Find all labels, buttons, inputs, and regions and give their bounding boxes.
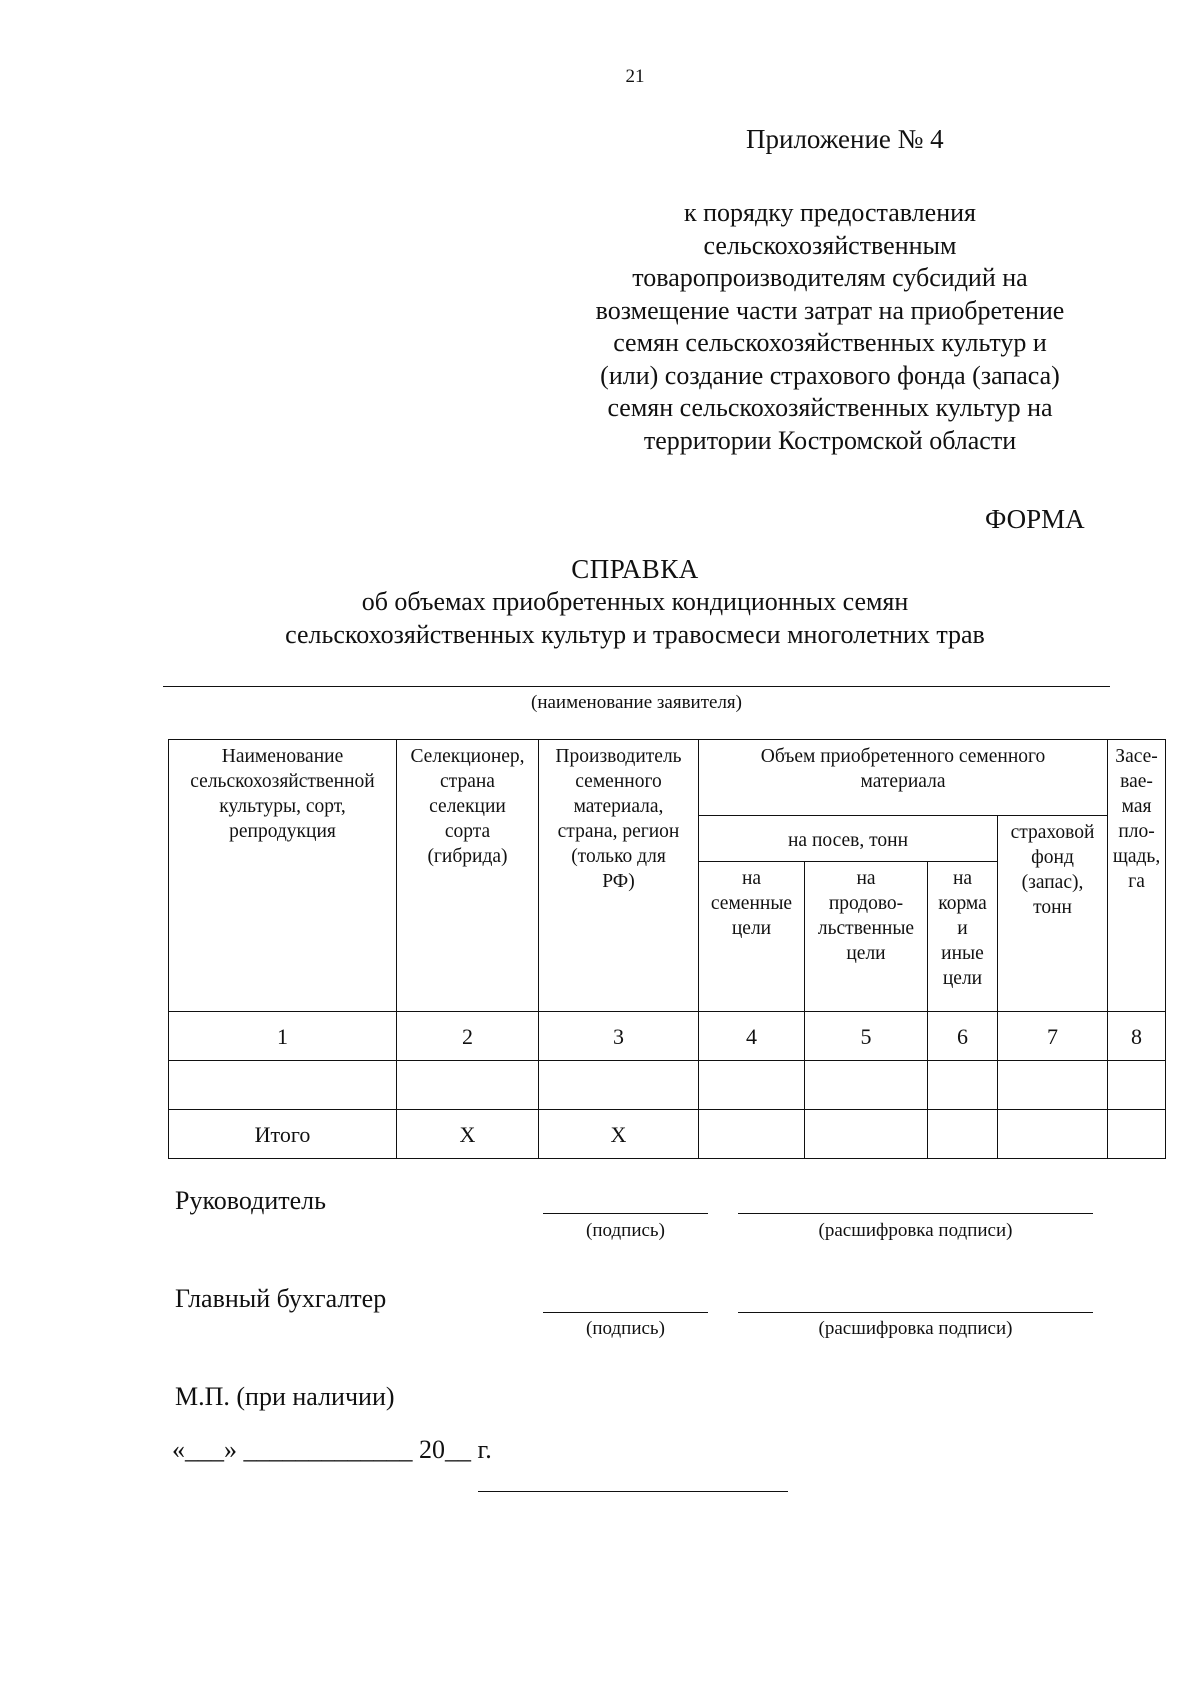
appendix-line: семян сельскохозяйственных культур и [613,328,1047,357]
appendix-line: к порядку предоставления [684,198,976,227]
table-cell: Х [397,1110,539,1159]
decoding-caption: (расшифровка подписи) [818,1220,1013,1241]
table-cell [539,1061,699,1110]
header-sown-area: Засе- вае- мая пло- щадь, га [1108,740,1166,1012]
column-number-row [169,1012,1166,1061]
column-number: 8 [1108,1012,1166,1061]
header-food-purposes: на продово- льственные цели [805,862,928,1012]
table-cell [928,1061,998,1110]
column-number: 5 [805,1012,928,1061]
column-number: 7 [998,1012,1108,1061]
header-producer: Производитель семенного материала, страна, регион (только для РФ) [539,740,699,1012]
header-breeder: Селекционер, страна селекции сорта (гибрида) [397,740,539,1012]
appendix-line: возмещение части затрат на приобретение [595,295,1065,325]
header-insurance-fund: страховой фонд (запас), тонн [998,816,1108,1012]
table-cell [1108,1061,1166,1110]
total-row [169,1110,1166,1159]
page-number: 21 [625,66,645,87]
column-number: 4 [699,1012,805,1061]
table-cell [928,1110,998,1159]
column-number: 6 [928,1012,998,1061]
decoding-caption: (расшифровка подписи) [818,1318,1013,1339]
appendix-line: сельскохозяйственным [703,230,957,260]
applicant-caption: (наименование заявителя) [531,692,742,713]
subtitle-line: сельскохозяйственных культур и травосмеси многолетних трав [285,620,985,649]
stamp-label: М.П. (при наличии) [175,1382,395,1411]
appendix-description [560,197,1100,457]
accountant-decoding-line [738,1312,1093,1313]
table-cell [169,1061,397,1110]
applicant-name-line [163,686,1110,687]
table-cell: Х [539,1110,699,1159]
appendix-line: территории Костромской области [643,425,1017,455]
appendix-line: товаропроизводителям субсидий на [632,263,1028,292]
table-cell [998,1061,1108,1110]
header-sowing-group: на посев, тонн [699,816,998,862]
document-title: СПРАВКА [571,554,699,584]
appendix-title: Приложение № 4 [746,124,944,154]
document-subtitle [0,585,1200,651]
header-seed-purposes: на семенные цели [699,862,805,1012]
table-cell [699,1110,805,1159]
table-cell [1108,1110,1166,1159]
header-volume-group: Объем приобретенного семенного материала [699,740,1108,816]
table-cell [805,1061,928,1110]
table-cell [397,1061,539,1110]
header-feed-purposes: на корма и иные цели [928,862,998,1012]
subtitle-line: об объемах приобретенных кондиционных семян [361,587,909,616]
signature-caption: (подпись) [586,1318,665,1339]
closing-line [478,1491,788,1492]
accountant-label: Главный бухгалтер [175,1284,387,1313]
date-field: «___» _____________ 20__ г. [172,1435,492,1464]
form-label: ФОРМА [985,504,1085,534]
director-signature-line [543,1213,708,1214]
table-cell [805,1110,928,1159]
table-row [169,1061,1166,1110]
column-number: 1 [169,1012,397,1061]
director-label: Руководитель [175,1186,326,1215]
appendix-line: (или) создание страхового фонда (запаса) [600,360,1060,390]
total-label: Итого [169,1110,397,1159]
signature-caption: (подпись) [586,1220,665,1241]
column-number: 2 [397,1012,539,1061]
director-decoding-line [738,1213,1093,1214]
seed-volume-table [168,739,1166,1159]
column-number: 3 [539,1012,699,1061]
accountant-signature-line [543,1312,708,1313]
appendix-line: семян сельскохозяйственных культур на [607,393,1053,422]
table-cell [998,1110,1108,1159]
header-crop-name: Наименование сельскохозяйственной культуры, сорт, репродукция [169,740,397,1012]
table-cell [699,1061,805,1110]
